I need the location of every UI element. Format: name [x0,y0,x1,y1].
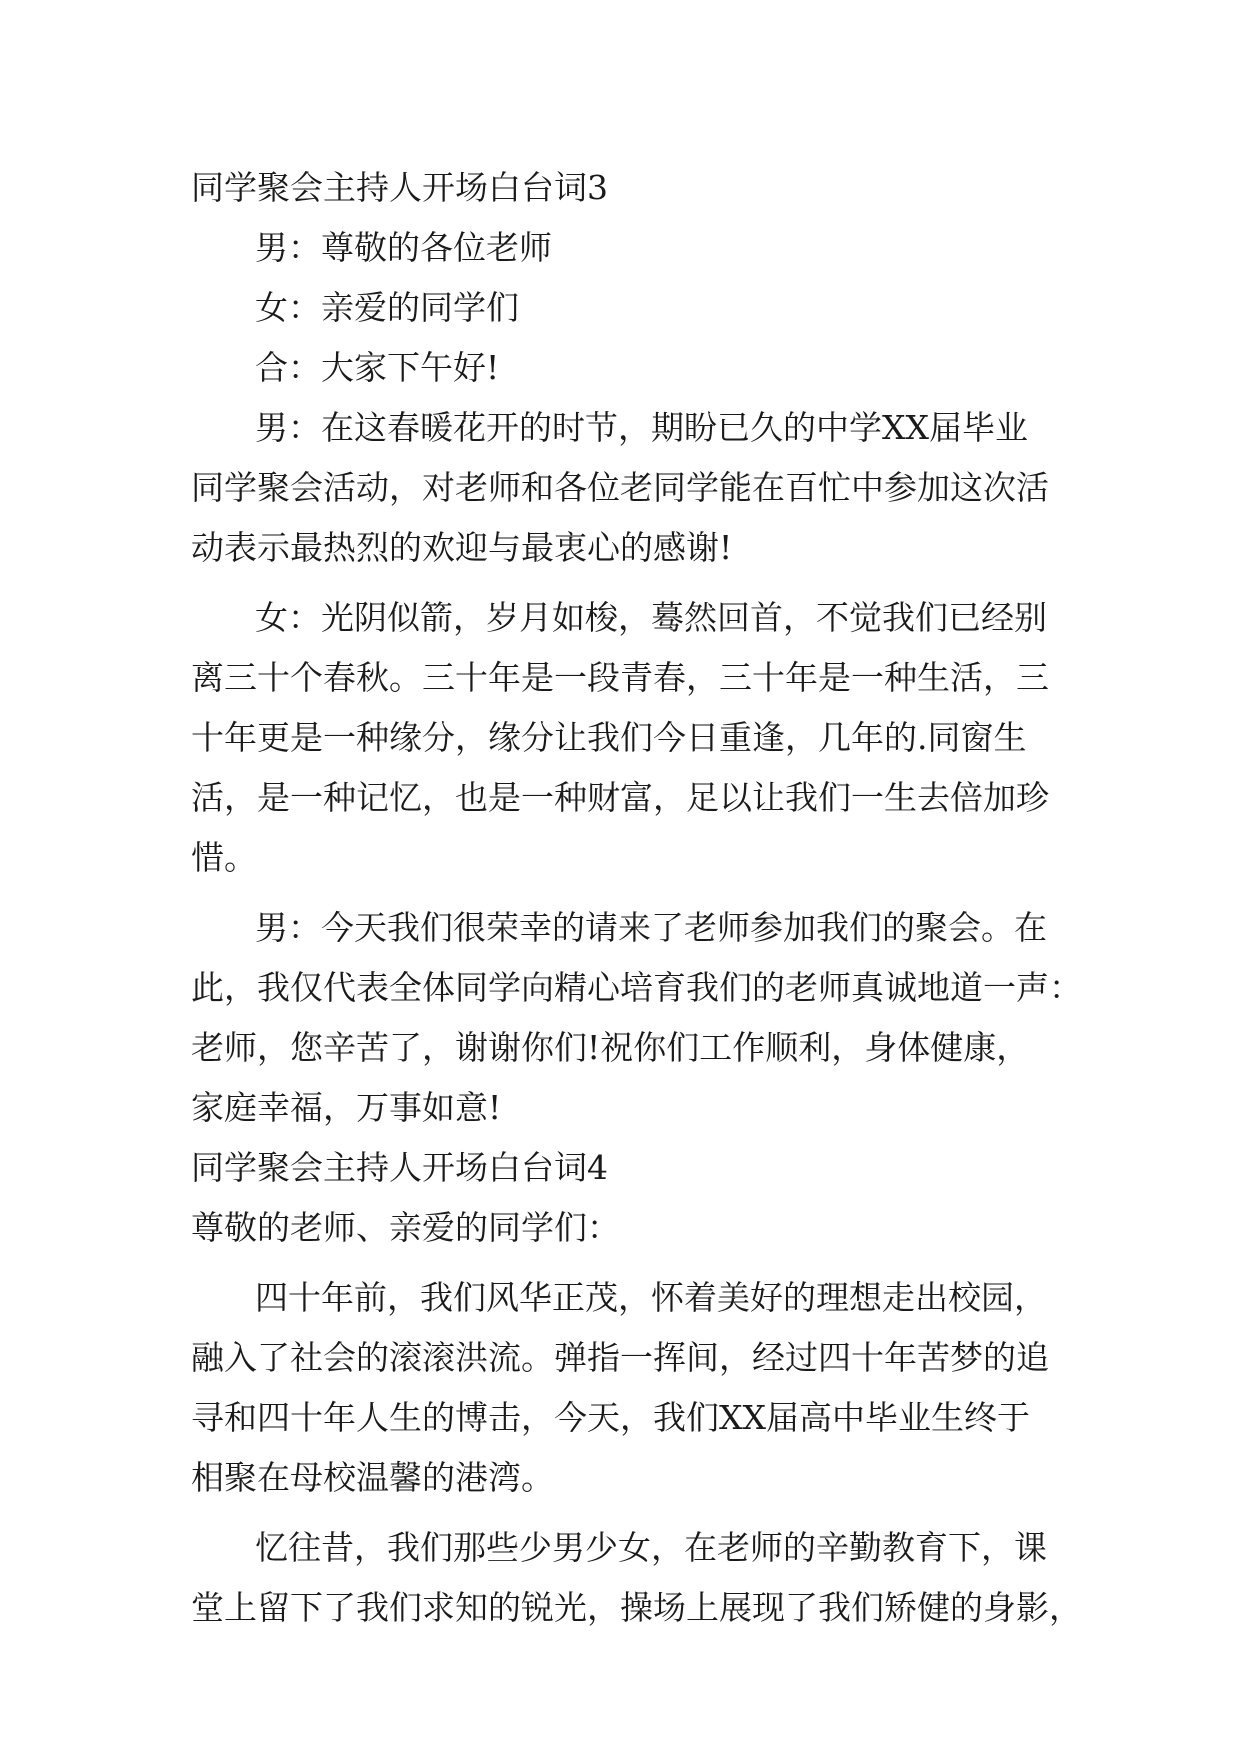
text-line: 合：大家下午好! [255,348,500,387]
text-line: 忆往昔，我们那些少男少女，在老师的辛勤教育下，课 [255,1528,1047,1567]
paragraph-gap [191,1508,1071,1518]
paragraph-gap [191,1258,1071,1268]
paragraph-gap [191,888,1071,898]
text-line: 同学聚会主持人开场白台词3 [191,168,608,207]
text-line: 四十年前，我们风华正茂，怀着美好的理想走出校园， [255,1278,1047,1317]
text-line: 离三十个春秋。三十年是一段青春，三十年是一种生活，三 [191,658,1049,697]
text-line: 动表示最热烈的欢迎与最衷心的感谢! [191,528,733,567]
text-line: 老师，您辛苦了，谢谢你们!祝你们工作顺利，身体健康， [191,1028,1030,1067]
text-line: 女：光阴似箭，岁月如梭，蓦然回首，不觉我们已经别 [255,598,1047,637]
paragraph-gap [191,578,1071,588]
text-line: 男：今天我们很荣幸的请来了老师参加我们的聚会。在 [255,908,1047,947]
text-line: 同学聚会活动，对老师和各位老同学能在百忙中参加这次活 [191,468,1049,507]
text-line: 相聚在母校温馨的港湾。 [191,1458,554,1497]
document-body [191,158,1082,1638]
text-line: 堂上留下了我们求知的锐光，操场上展现了我们矫健的身影， [191,1588,1082,1627]
text-line: 活，是一种记忆，也是一种财富，足以让我们一生去倍加珍 [191,778,1049,817]
text-line: 融入了社会的滚滚洪流。弹指一挥间，经过四十年苦梦的追 [191,1338,1049,1377]
text-line: 男：尊敬的各位老师 [255,228,552,267]
text-line: 惜。 [191,838,257,877]
text-line: 寻和四十年人生的博击，今天，我们XX届高中毕业生终于 [191,1398,1030,1437]
text-line: 家庭幸福，万事如意! [191,1088,502,1127]
text-line: 男：在这春暖花开的时节，期盼已久的中学XX届毕业 [255,408,1028,447]
text-line: 尊敬的老师、亲爱的同学们： [191,1208,620,1247]
text-line: 十年更是一种缘分，缘分让我们今日重逢，几年的.同窗生 [191,718,1027,757]
text-line: 此，我仅代表全体同学向精心培育我们的老师真诚地道一声： [191,968,1082,1007]
text-line: 同学聚会主持人开场白台词4 [191,1148,608,1187]
text-line: 女：亲爱的同学们 [255,288,519,327]
